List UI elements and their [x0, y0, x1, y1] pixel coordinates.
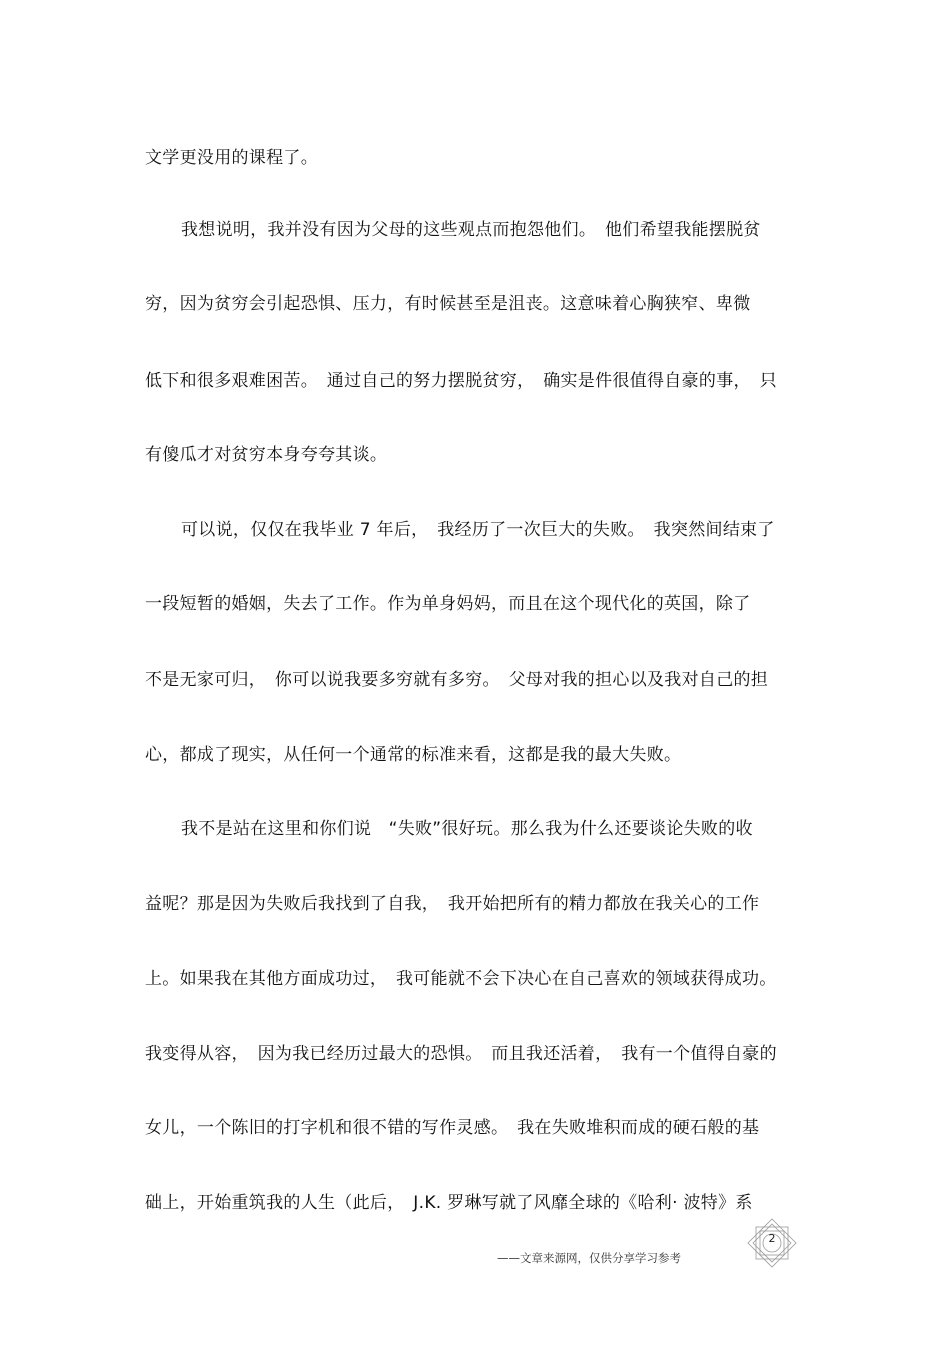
text-line: 心，都成了现实，从任何一个通常的标准来看，这都是我的最大失败。: [145, 745, 682, 765]
text-line: 不是无家可归， 你可以说我要多穷就有多穷。 父母对我的担心以及我对自己的担: [145, 670, 769, 690]
text-line: 础上，开始重筑我的人生（此后， J.K. 罗琳写就了风靡全球的《哈利· 波特》系: [145, 1193, 753, 1213]
footer-source-note: ——文章来源网，仅供分享学习参考: [497, 1251, 681, 1265]
text-line: 低下和很多艰难困苦。 通过自己的努力摆脱贫穷， 确实是件很值得自豪的事， 只: [145, 371, 777, 391]
paragraph-first-line: 我想说明，我并没有因为父母的这些观点而抱怨他们。 他们希望我能摆脱贫: [181, 220, 761, 240]
text-line: 一段短暂的婚姻，失去了工作。作为单身妈妈，而且在这个现代化的英国，除了: [145, 594, 751, 614]
text-line: 有傻瓜才对贫穷本身夸夸其谈。: [145, 445, 388, 465]
paragraph-first-line: 可以说，仅仅在我毕业 7 年后， 我经历了一次巨大的失败。 我突然间结束了: [181, 520, 775, 540]
text-line: 文学更没用的课程了。: [145, 148, 318, 168]
page-number: 2: [768, 1232, 776, 1245]
text-line: 穷，因为贫穷会引起恐惧、压力，有时候甚至是沮丧。这意味着心胸狭窄、卑微: [145, 294, 751, 314]
text-line: 女儿，一个陈旧的打字机和很不错的写作灵感。 我在失败堆积而成的硬石般的基: [145, 1118, 760, 1138]
text-line: 益呢？那是因为失败后我找到了自我， 我开始把所有的精力都放在我关心的工作: [145, 894, 760, 914]
page-number-badge: [745, 1216, 799, 1270]
paragraph-first-line: 我不是站在这里和你们说 “失败”很好玩。那么我为什么还要谈论失败的收: [181, 819, 753, 839]
text-line: 我变得从容， 因为我已经历过最大的恐惧。 而且我还活着， 我有一个值得自豪的: [145, 1044, 777, 1064]
text-line: 上。如果我在其他方面成功过， 我可能就不会下决心在自己喜欢的领域获得成功。: [145, 969, 777, 989]
